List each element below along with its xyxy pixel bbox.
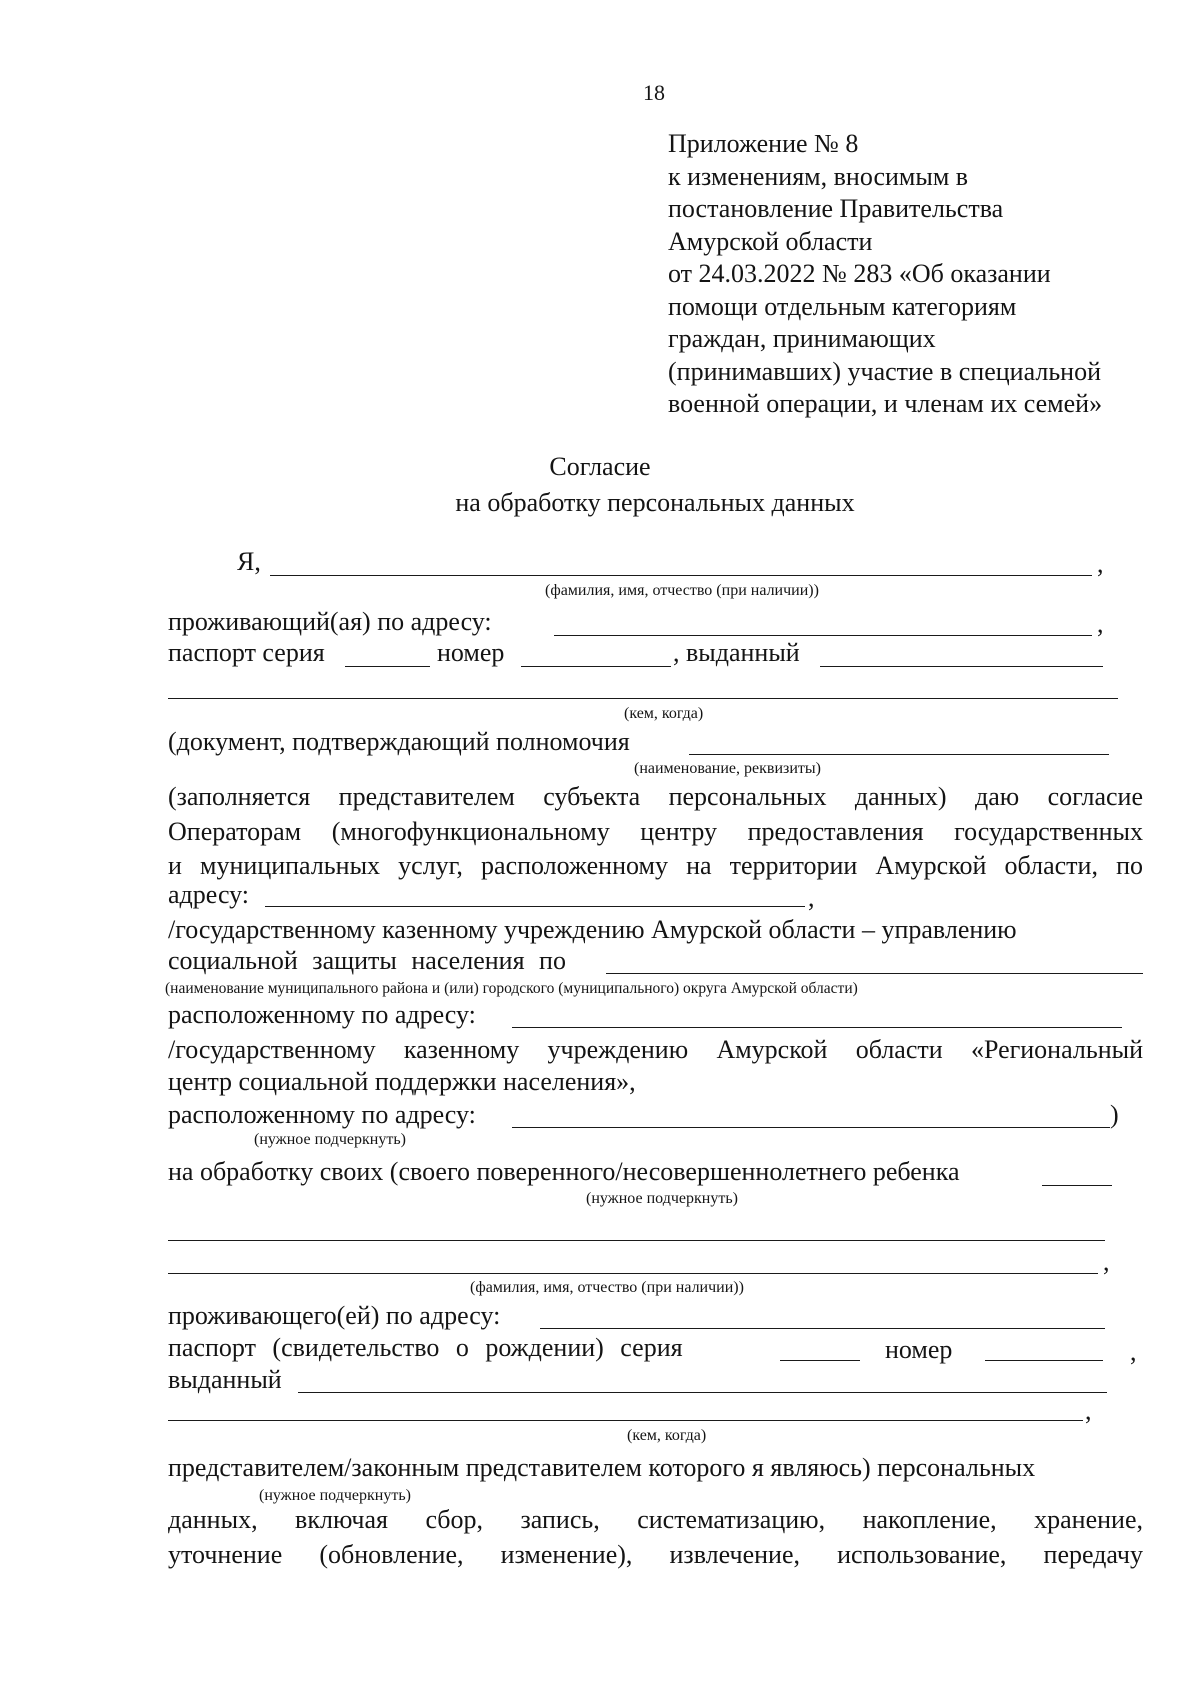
- uszn-address-field[interactable]: [512, 1027, 1122, 1028]
- form-text: ): [1110, 1100, 1119, 1129]
- form-text: ,: [1097, 609, 1104, 638]
- form-text: паспорт (свидетельство о рождении) серия: [168, 1333, 683, 1362]
- annex-line: помощи отдельным категориям: [668, 291, 1017, 321]
- mfc-address-field[interactable]: [265, 906, 805, 907]
- child-issued-by-field[interactable]: [298, 1392, 1107, 1393]
- paragraph-line: представителем/законным представителем которого я являюсь) персональных: [168, 1453, 1036, 1482]
- form-text: Я,: [237, 547, 261, 576]
- annex-block: [668, 128, 1102, 421]
- child-name-field[interactable]: [168, 1240, 1105, 1241]
- form-text: , выданный: [673, 638, 800, 667]
- annex-line: граждан, принимающих: [668, 324, 936, 353]
- form-text: социальной защиты населения по: [168, 946, 566, 975]
- child-name-field-2[interactable]: [168, 1273, 1098, 1274]
- form-text: ,: [1130, 1337, 1137, 1366]
- form-text: ,: [1097, 549, 1104, 578]
- address-field[interactable]: [554, 635, 1092, 636]
- field-hint: (кем, когда): [624, 705, 704, 722]
- document-subtitle: на обработку персональных данных: [455, 488, 855, 517]
- child-doc-series-field[interactable]: [780, 1360, 860, 1361]
- fio-field[interactable]: [270, 575, 1092, 576]
- form-text: паспорт серия: [168, 638, 325, 667]
- center-address-field[interactable]: [512, 1127, 1110, 1128]
- form-text: проживающего(ей) по адресу:: [168, 1301, 501, 1330]
- passport-series-field[interactable]: [345, 666, 430, 667]
- field-hint: (нужное подчеркнуть): [259, 1487, 411, 1504]
- child-address-field[interactable]: [540, 1328, 1105, 1329]
- form-text: ,: [1085, 1396, 1092, 1425]
- document-title: Согласие: [549, 452, 651, 481]
- issued-by-field[interactable]: [820, 666, 1103, 667]
- form-text: на обработку своих (своего поверенного/несовершеннолетнего ребенка: [168, 1157, 960, 1186]
- paragraph-line: уточнение (обновление, изменение), извлечение, использование, передачу: [168, 1540, 1143, 1569]
- paragraph-line: и муниципальных услуг, расположенному на территории Амурской области, по: [168, 851, 1143, 880]
- form-text: ,: [1103, 1247, 1110, 1276]
- annex-line: к изменениям, вносимым в: [668, 161, 969, 191]
- child-doc-number-field[interactable]: [985, 1360, 1103, 1361]
- field-hint: (фамилия, имя, отчество (при наличии)): [545, 582, 819, 599]
- form-text: расположенному по адресу:: [168, 1000, 476, 1029]
- child-issued-by-field-2[interactable]: [168, 1420, 1083, 1421]
- page-number: 18: [643, 80, 665, 105]
- field-hint: (фамилия, имя, отчество (при наличии)): [470, 1279, 744, 1296]
- annex-line: военной операции, и членам их семей»: [668, 389, 1103, 418]
- paragraph-line: /государственному казенному учреждению Амурской области – управлению: [168, 915, 1017, 944]
- form-text: номер: [885, 1335, 953, 1364]
- form-text: проживающий(ая) по адресу:: [168, 607, 492, 636]
- field-hint: (нужное подчеркнуть): [586, 1190, 738, 1207]
- district-field[interactable]: [606, 973, 1143, 974]
- field-hint: (кем, когда): [627, 1427, 707, 1444]
- annex-line: от 24.03.2022 № 283 «Об оказании: [668, 259, 1051, 288]
- authority-doc-field[interactable]: [689, 754, 1109, 755]
- form-text: выданный: [168, 1365, 282, 1394]
- form-text: расположенному по адресу:: [168, 1100, 476, 1129]
- annex-line: Приложение № 8: [668, 129, 859, 158]
- annex-line: (принимавших) участие в специальной: [668, 356, 1101, 386]
- paragraph-line: центр социальной поддержки населения»,: [168, 1067, 636, 1096]
- paragraph-line: /государственному казенному учреждению Амурской области «Региональный: [168, 1035, 1143, 1064]
- form-text: номер: [437, 638, 505, 667]
- field-hint: (наименование, реквизиты): [634, 760, 821, 777]
- form-text: ,: [808, 883, 815, 912]
- form-text: (документ, подтверждающий полномочия: [168, 727, 630, 756]
- field-hint: (нужное подчеркнуть): [254, 1131, 406, 1148]
- child-field[interactable]: [1042, 1185, 1112, 1186]
- field-hint: (наименование муниципального района и (или) городского (муниципального) округа Амурской области): [165, 980, 858, 997]
- form-text: адресу:: [168, 880, 250, 909]
- paragraph-line: данных, включая сбор, запись, систематизацию, накопление, хранение,: [168, 1505, 1143, 1534]
- paragraph-line: (заполняется представителем субъекта персональных данных) даю согласие: [168, 782, 1143, 811]
- paragraph-line: Операторам (многофункциональному центру предоставления государственных: [168, 817, 1143, 846]
- issued-by-field-2[interactable]: [168, 698, 1118, 699]
- annex-line: постановление Правительства: [668, 194, 1004, 223]
- annex-line: Амурской области: [668, 226, 873, 256]
- passport-number-field[interactable]: [521, 666, 671, 667]
